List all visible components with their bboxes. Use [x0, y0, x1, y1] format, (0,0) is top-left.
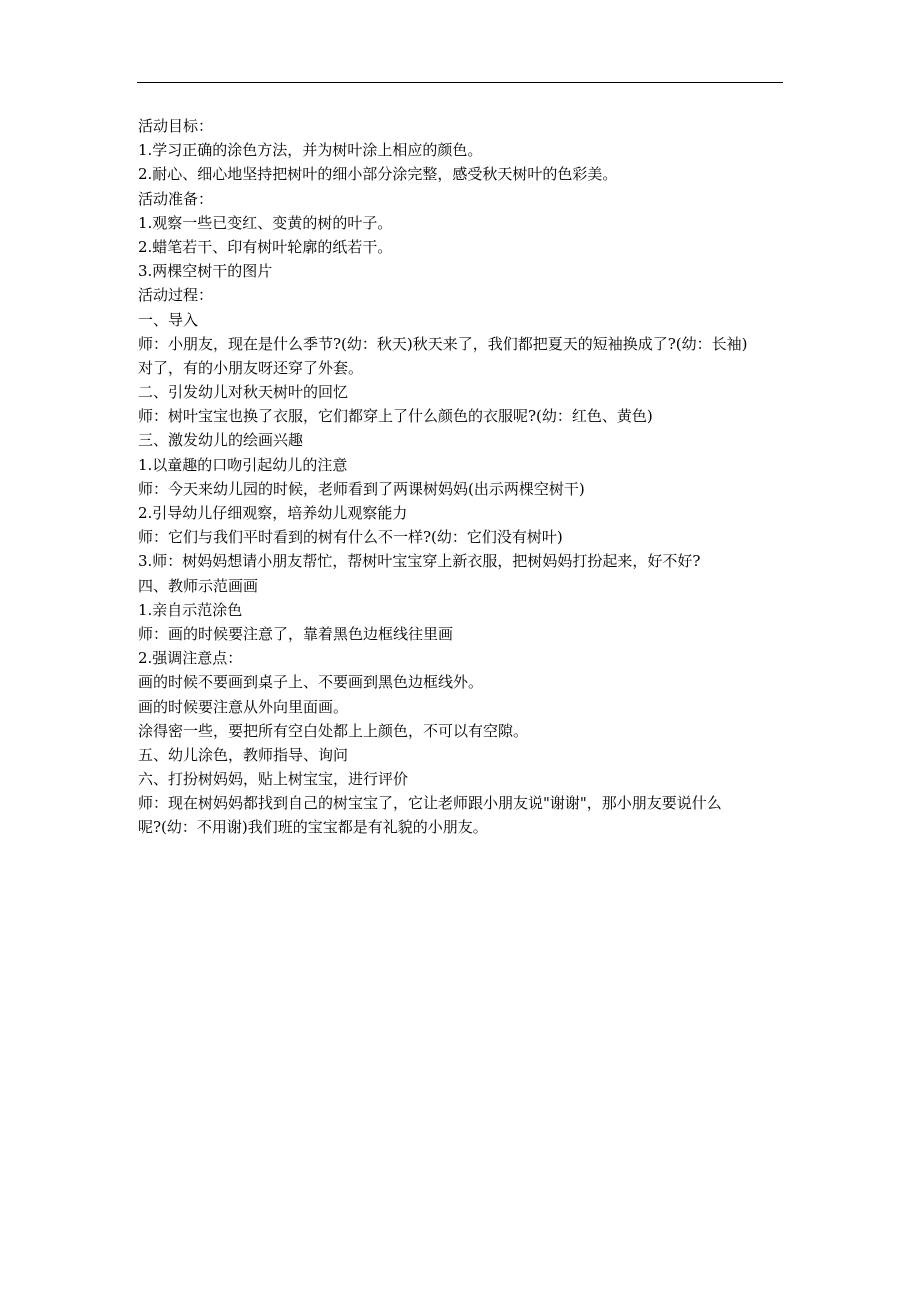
text-line: 呢?(幼：不用谢)我们班的宝宝都是有礼貌的小朋友。: [138, 818, 488, 837]
document-body: [138, 114, 786, 840]
text-line: 活动目标：: [138, 117, 214, 135]
text-line: 五、幼儿涂色，教师指导、询问: [138, 745, 349, 764]
text-line: 三、激发幼儿的绘画兴趣: [138, 431, 304, 450]
text-line: 对了，有的小朋友呀还穿了外套。: [138, 358, 364, 377]
text-line: 涂得密一些，要把所有空白处都上上颜色，不可以有空隙。: [138, 721, 529, 740]
text-line: 活动准备：: [138, 189, 214, 208]
text-line: 六、打扮树妈妈，贴上树宝宝，进行评价: [138, 770, 409, 789]
text-line: 2.引导幼儿仔细观察，培养幼儿观察能力: [138, 504, 408, 522]
text-line: 一、导入: [138, 310, 199, 329]
text-line: 画的时候要注意从外向里面画。: [138, 697, 349, 716]
text-line: 师：树叶宝宝也换了衣服，它们都穿上了什么颜色的衣服呢?(幼：红色、黄色): [138, 407, 653, 426]
text-line: 师：今天来幼儿园的时候，老师看到了两课树妈妈(出示两棵空树干): [138, 479, 585, 498]
text-line: 画的时候不要画到桌子上、不要画到黑色边框线外。: [138, 673, 484, 692]
text-line: 师：小朋友，现在是什么季节?(幼：秋天)秋天来了，我们都把夏天的短袖换成了?(幼：长袖): [138, 334, 748, 353]
text-line: 四、教师示范画画: [138, 576, 259, 595]
text-line: 师：画的时候要注意了，靠着黑色边框线往里画: [138, 624, 454, 643]
text-line: 师：现在树妈妈都找到自己的树宝宝了，它让老师跟小朋友说"谢谢"，那小朋友要说什么: [138, 794, 722, 813]
text-line: 师：它们与我们平时看到的树有什么不一样?(幼：它们没有树叶): [138, 528, 563, 547]
header-rule: [137, 82, 783, 83]
text-line: 3.两棵空树干的图片: [138, 262, 273, 281]
text-line: 二、引发幼儿对秋天树叶的回忆: [138, 383, 349, 402]
text-line: 2.强调注意点：: [138, 649, 243, 668]
text-line: 1.观察一些已变红、变黄的树的叶子。: [138, 213, 393, 232]
text-line: 2.耐心、细心地坚持把树叶的细小部分涂完整，感受秋天树叶的色彩美。: [138, 165, 618, 184]
text-line: 3.师：树妈妈想请小朋友帮忙，帮树叶宝宝穿上新衣服，把树妈妈打扮起来，好不好?: [138, 552, 701, 571]
text-line: 活动过程：: [138, 286, 214, 305]
text-line: 1.以童趣的口吻引起幼儿的注意: [138, 455, 348, 474]
text-line: 1.亲自示范涂色: [138, 600, 243, 619]
text-line: 1.学习正确的涂色方法，并为树叶涂上相应的颜色。: [138, 141, 483, 160]
text-line: 2.蜡笔若干、印有树叶轮廓的纸若干。: [138, 237, 393, 256]
